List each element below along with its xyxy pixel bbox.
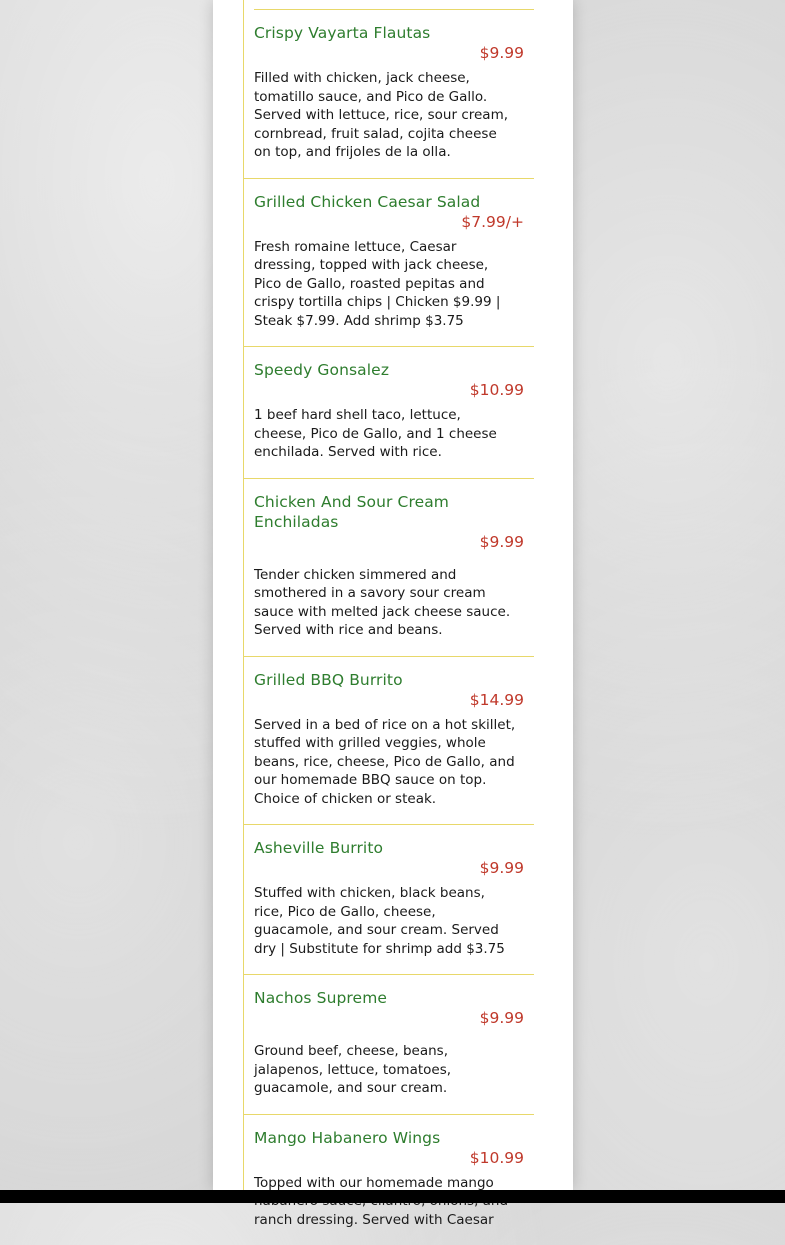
menu-item [244,975,534,1115]
menu-item-price: $10.99 [254,1148,524,1168]
menu-item-price: $14.99 [254,690,524,710]
menu-item-price: $10.99 [254,380,524,400]
menu-item-name: Crispy Vayarta Flautas [254,23,524,43]
menu-item [244,479,534,657]
menu-item-price: $7.99/+ [254,212,524,232]
menu-item-description: Served in a bed of rice on a hot skillet, stuffed with grilled veggies, whole beans, rice, cheese, Pico de Gallo, and our homemade BBQ sauce on top. Choice of chicken or steak. [254,716,516,809]
menu-item-name: Grilled BBQ Burrito [254,670,524,690]
menu-item-price: $9.99 [254,1008,524,1028]
menu-item [244,1115,534,1245]
menu-item-price: $9.99 [254,43,524,63]
bottom-bar [0,1190,785,1203]
menu-item [244,347,534,479]
menu-list [243,0,534,1190]
menu-item-price: $9.99 [254,532,524,552]
menu-item-description: Ground beef, cheese, beans, jalapenos, lettuce, tomatoes, guacamole, and sour cream. [254,1042,516,1098]
menu-item-description: Filled with chicken, jack cheese, tomatillo sauce, and Pico de Gallo. Served with lettuce, rice, sour cream, cornbread, fruit salad, cojita cheese on top, and frijoles de la olla. [254,69,516,162]
menu-item-price: $9.99 [254,858,524,878]
menu-item-description: Fresh romaine lettuce, Caesar dressing, topped with jack cheese, Pico de Gallo, roasted pepitas and crispy tortilla chips | Chicken $9.99 | Steak $7.99. Add shrimp $3.75 [254,238,516,331]
menu-page-column [213,0,573,1190]
menu-item [244,179,534,348]
menu-item-description: Topped with our homemade mango ranch dressing. Served with Caesar [254,1174,516,1230]
menu-item [244,657,534,826]
menu-item-description: 1 beef hard shell taco, lettuce, cheese, Pico de Gallo, and 1 cheese enchilada. Served with rice. [254,406,516,462]
menu-item [244,825,534,975]
menu-item [244,10,534,179]
menu-item-name: Asheville Burrito [254,838,524,858]
menu-item-name: Grilled Chicken Caesar Salad [254,192,524,212]
menu-item-description: Stuffed with chicken, black beans, rice, Pico de Gallo, cheese, guacamole, and sour cream. Served dry | Substitute for shrimp add $3.75 [254,884,516,958]
menu-item-name: Mango Habanero Wings [254,1128,524,1148]
menu-item-name: Speedy Gonsalez [254,360,524,380]
menu-item-name: Chicken And Sour Cream Enchiladas [254,492,524,532]
divider [254,0,534,10]
menu-item-name: Nachos Supreme [254,988,524,1008]
menu-item-description: Tender chicken simmered and smothered in a savory sour cream sauce with melted jack cheese sauce. Served with rice and beans. [254,566,516,640]
